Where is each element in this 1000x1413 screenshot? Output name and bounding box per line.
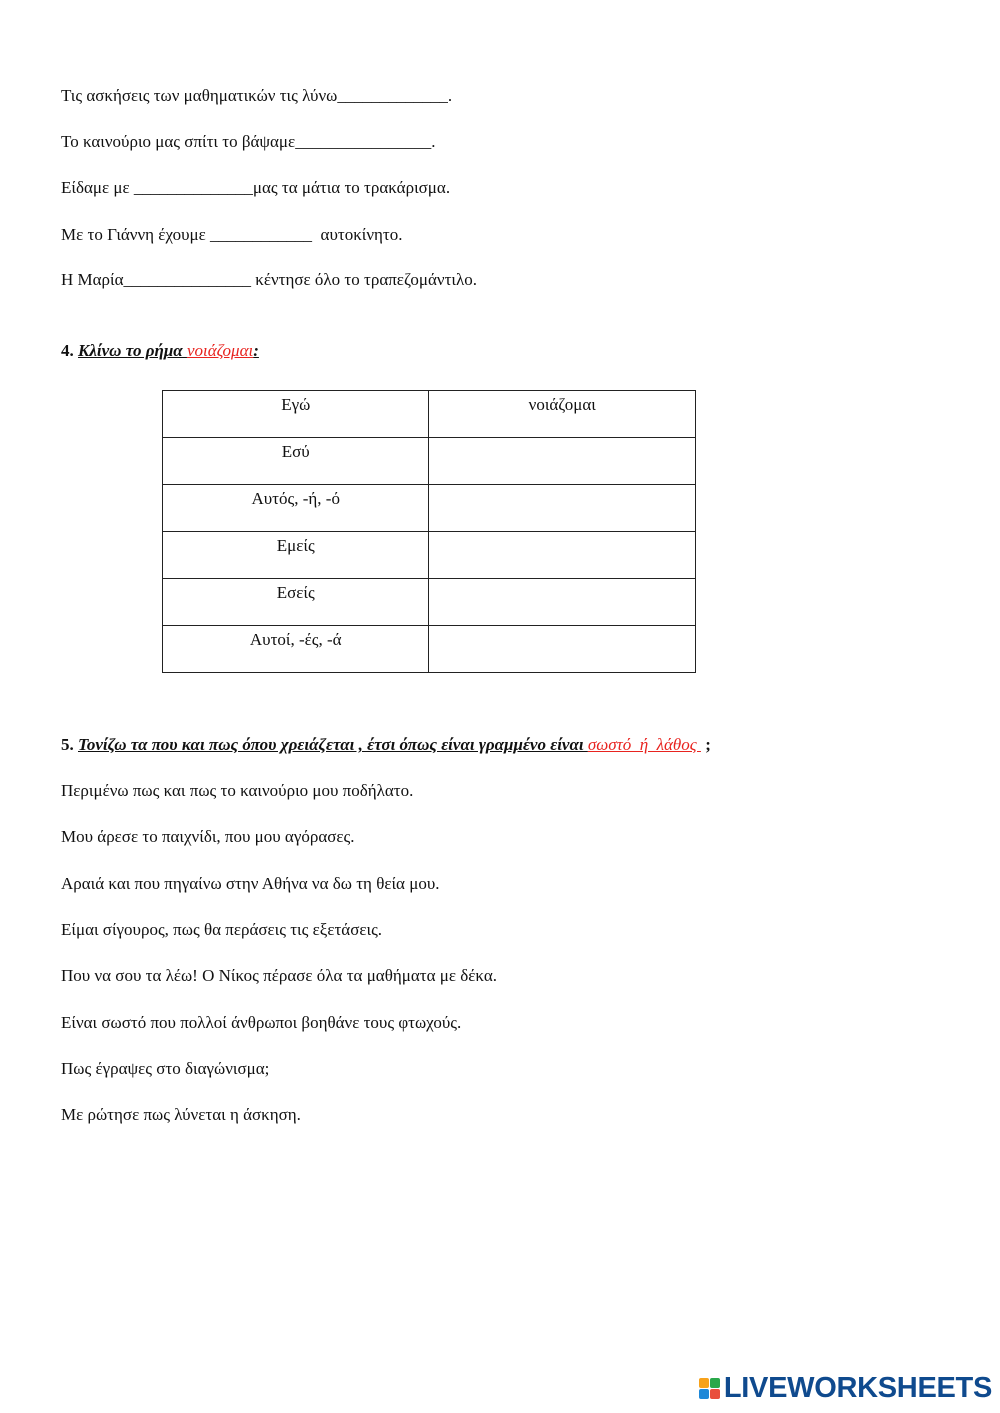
- sentence-line: Το καινούριο μας σπίτι το βάψαμε________________.: [61, 132, 436, 151]
- logo-mark-icon: [699, 1378, 720, 1399]
- pronoun-cell: Εσύ: [163, 438, 429, 485]
- sentence-line: Αραιά και που πηγαίνω στην Αθήνα να δω τη θεία μου.: [61, 874, 440, 893]
- answer-options: σωστό ή λάθος: [587, 735, 701, 754]
- logo-square: [710, 1389, 720, 1399]
- table-row: [163, 391, 696, 438]
- table-row: [163, 532, 696, 579]
- exercise-separator: .: [69, 735, 78, 754]
- sentence-line: Με ρώτησε πως λύνεται η άσκηση.: [61, 1105, 301, 1124]
- exercise-5-heading: [61, 735, 711, 755]
- logo-square: [710, 1378, 720, 1388]
- sentence-line: Με το Γιάννη έχουμε ____________ αυτοκίνητο.: [61, 225, 403, 244]
- pronoun-cell: Εμείς: [163, 532, 429, 579]
- sentence-line: Είμαι σίγουρος, πως θα περάσεις τις εξετάσεις.: [61, 920, 383, 939]
- sentence-line: Πως έγραψες στο διαγώνισμα;: [61, 1059, 270, 1078]
- exercise-title: Τονίζω τα που και πως όπου χρειάζεται , έτσι όπως είναι γραμμένο είναι: [78, 735, 588, 754]
- pronoun-cell: Εσείς: [163, 579, 429, 626]
- answer-cell[interactable]: [429, 579, 696, 626]
- answer-cell[interactable]: [429, 485, 696, 532]
- verb-highlight: νοιάζομαι: [186, 341, 254, 360]
- sentence-line: Η Μαρία_______________ κέντησε όλο το τραπεζομάντιλο.: [61, 270, 477, 289]
- verb-form-cell: νοιάζομαι: [429, 391, 696, 438]
- table-row: [163, 438, 696, 485]
- exercise-end: ;: [700, 735, 711, 754]
- pronoun-cell: Εγώ: [163, 391, 429, 438]
- exercise-title: Κλίνω το ρήμα: [78, 341, 187, 360]
- exercise-number: 5: [61, 735, 70, 754]
- exercise-4-heading: [61, 341, 259, 361]
- conjugation-table: [162, 390, 696, 673]
- answer-cell[interactable]: [429, 438, 696, 485]
- exercise-number: 4: [61, 341, 70, 360]
- sentence-line: Τις ασκήσεις των μαθηματικών τις λύνω_____________.: [61, 86, 453, 105]
- logo-square: [699, 1389, 709, 1399]
- sentence-line: Περιμένω πως και πως το καινούριο μου ποδήλατο.: [61, 781, 414, 800]
- answer-cell[interactable]: [429, 626, 696, 673]
- pronoun-cell: Αυτός, -ή, -ό: [163, 485, 429, 532]
- sentence-line: Μου άρεσε το παιχνίδι, που μου αγόρασες.: [61, 827, 355, 846]
- table-row: [163, 626, 696, 673]
- exercise-separator: .: [69, 341, 78, 360]
- logo-square: [699, 1378, 709, 1388]
- table-row: [163, 579, 696, 626]
- sentence-line: Είδαμε με ______________μας τα μάτια το τρακάρισμα.: [61, 178, 451, 197]
- sentence-line: Που να σου τα λέω! Ο Νίκος πέρασε όλα τα μαθήματα με δέκα.: [61, 966, 497, 985]
- table-row: [163, 485, 696, 532]
- answer-cell[interactable]: [429, 532, 696, 579]
- sentence-line: Είναι σωστό που πολλοί άνθρωποι βοηθάνε τους φτωχούς.: [61, 1013, 462, 1032]
- logo-text: LIVEWORKSHEETS: [723, 1372, 992, 1404]
- pronoun-cell: Αυτοί, -ές, -ά: [163, 626, 429, 673]
- liveworksheets-logo: [699, 1372, 992, 1405]
- exercise-colon: :: [253, 341, 259, 360]
